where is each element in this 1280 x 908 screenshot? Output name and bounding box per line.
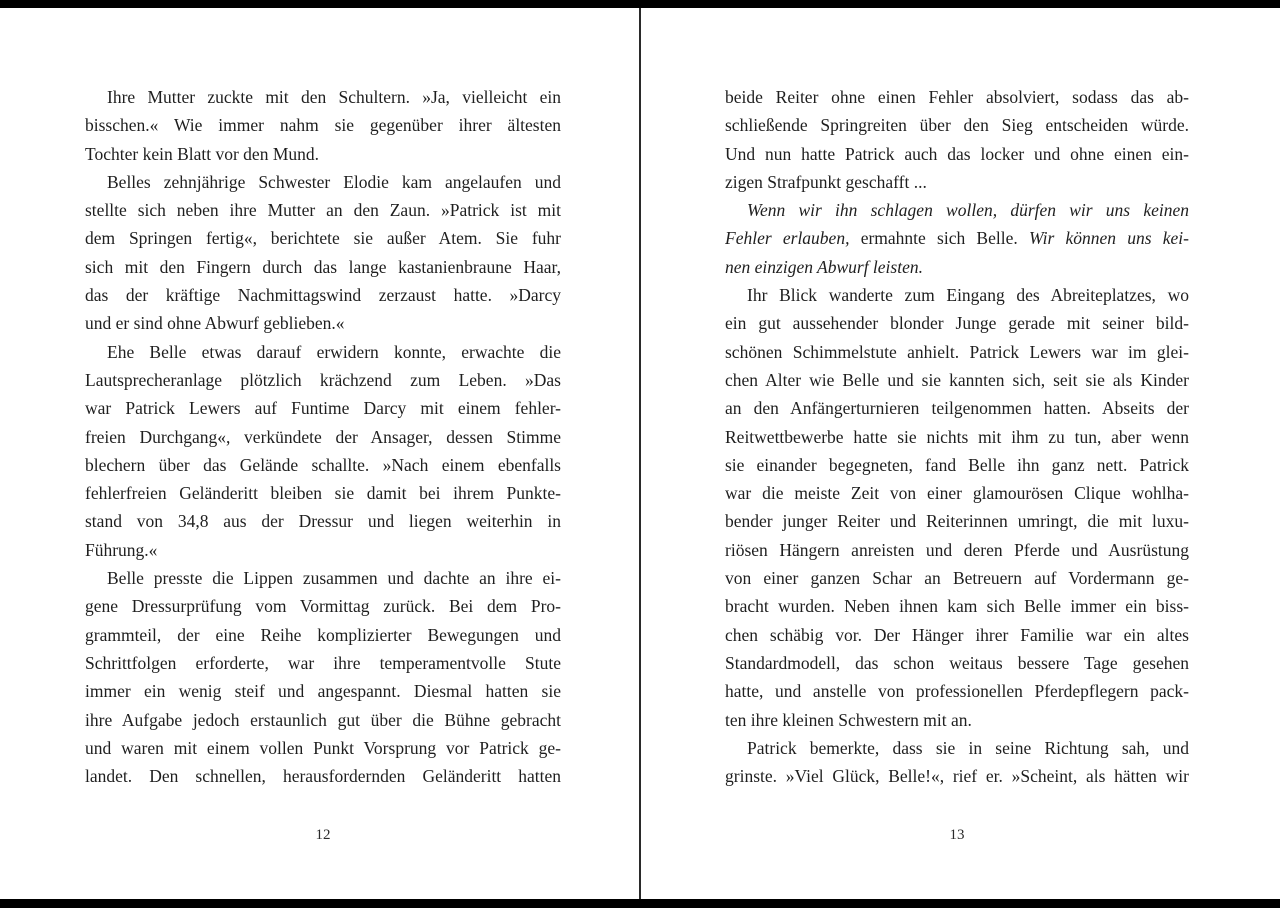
text-line: das der kräftige Nachmittagswind zerzaust hatte. »Darcy <box>85 285 561 306</box>
italic-text-segment: Fehler erlauben, <box>725 228 850 249</box>
text-line: immer ein wenig steif und angespannt. Diesmal hatten sie <box>85 681 561 702</box>
page-right-text <box>725 83 1189 790</box>
text-line: gene Dressurprüfung vom Vormittag zurück. Bei dem Pro- <box>85 596 561 617</box>
text-line: sich mit den Fingern durch das lange kastanienbraune Haar, <box>85 256 561 277</box>
text-line: riösen Hängern anreisten und deren Pferde und Ausrüstung <box>725 539 1189 560</box>
text-line: grammteil, der eine Reihe komplizierter Bewegungen und <box>85 624 561 645</box>
text-line: und er sind ohne Abwurf geblieben.« <box>85 313 345 334</box>
italic-text-segment: Wir können uns kei- <box>1028 228 1189 249</box>
text-line: Ehe Belle etwas darauf erwidern konnte, erwachte die <box>107 341 561 362</box>
text-line: blechern über das Gelände schallte. »Nach einem ebenfalls <box>85 454 561 475</box>
text-line: Tochter kein Blatt vor den Mund. <box>85 143 320 164</box>
text-line: Schrittfolgen erforderte, war ihre temperamentvolle Stute <box>85 652 561 673</box>
text-line: bracht wurden. Neben ihnen kam sich Belle immer ein biss- <box>725 596 1189 617</box>
text-line: Belle presste die Lippen zusammen und dachte an ihre ei- <box>107 568 561 589</box>
text-segment: ermahnte sich Belle. <box>849 228 1029 249</box>
scan-edge-bottom <box>0 899 1280 908</box>
text-line: war Patrick Lewers auf Funtime Darcy mit einem fehler- <box>85 398 561 419</box>
text-line: war die meiste Zeit von einer glamourösen Clique wohlha- <box>725 483 1189 504</box>
text-line: chen schäbig vor. Der Hänger ihrer Familie war ein altes <box>725 624 1189 645</box>
text-line: beide Reiter ohne einen Fehler absolviert, sodass das ab- <box>725 87 1189 107</box>
text-line <box>725 196 1189 224</box>
text-line: Und nun hatte Patrick auch das locker und ohne einen ein- <box>725 143 1189 164</box>
text-line: zigen Strafpunkt geschafft ... <box>725 171 927 192</box>
text-line: ten ihre kleinen Schwestern mit an. <box>725 709 972 730</box>
text-line: Lautsprecheranlage plötzlich krächzend zum Leben. »Das <box>85 369 561 390</box>
text-line: grinste. »Viel Glück, Belle!«, rief er. »Scheint, als hätten wir <box>725 766 1189 787</box>
text-line: Ihr Blick wanderte zum Eingang des Abreiteplatzes, wo <box>747 285 1189 306</box>
text-line: Standardmodell, das schon weitaus bessere Tage gesehen <box>725 652 1189 673</box>
text-line: stellte sich neben ihre Mutter an den Zaun. »Patrick ist mit <box>85 200 561 221</box>
text-line: fehlerfreien Geländeritt bleiben sie damit bei ihrem Punkte- <box>85 483 561 504</box>
text-line: stand von 34,8 aus der Dressur und liegen weiterhin in <box>85 511 561 532</box>
text-line: schließende Springreiten über den Sieg entscheiden würde. <box>725 115 1189 136</box>
text-line: an den Anfängerturnieren teilgenommen hatten. Abseits der <box>725 398 1189 419</box>
text-line: und waren mit einem vollen Punkt Vorsprung vor Patrick ge- <box>85 737 561 758</box>
text-line: dem Springen fertig«, berichtete sie außer Atem. Sie fuhr <box>85 228 561 249</box>
text-line: Belles zehnjährige Schwester Elodie kam angelaufen und <box>107 171 561 192</box>
page-left <box>0 0 639 908</box>
text-line: bender junger Reiter und Reiterinnen umringt, die mit luxu- <box>725 511 1189 532</box>
text-line: ihre Aufgabe jedoch erstaunlich gut über die Bühne gebracht <box>85 709 561 730</box>
text-line: von einer ganzen Schar an Betreuern auf Vordermann ge- <box>725 568 1189 589</box>
text-line: hatte, und anstelle von professionellen Pferdepflegern pack- <box>725 681 1189 702</box>
page-left-text <box>85 83 561 790</box>
text-line: landet. Den schnellen, herausfordernden Geländeritt hatten <box>85 766 561 787</box>
text-line <box>725 224 1189 252</box>
text-line: ein gut aussehender blonder Junge gerade mit seiner bild- <box>725 313 1189 334</box>
text-line: Ihre Mutter zuckte mit den Schultern. »Ja, vielleicht ein <box>107 87 561 107</box>
italic-text-segment: nen einzigen Abwurf leisten. <box>725 256 923 277</box>
text-line: Patrick bemerkte, dass sie in seine Richtung sah, und <box>747 737 1189 758</box>
italic-text-segment: Wenn wir ihn schlagen wollen, dürfen wir uns keinen <box>747 200 1189 221</box>
text-line: bisschen.« Wie immer nahm sie gegenüber ihrer ältesten <box>85 115 561 136</box>
text-line <box>725 253 1189 281</box>
page-number-right: 13 <box>949 827 965 843</box>
text-line: Reitwettbewerbe hatte sie nichts mit ihm zu tun, aber wenn <box>725 426 1189 447</box>
text-line: Führung.« <box>85 539 158 560</box>
text-line: chen Alter wie Belle und sie kannten sich, seit sie als Kinder <box>725 369 1189 390</box>
page-number-left: 12 <box>315 827 331 843</box>
page-right <box>641 0 1280 908</box>
text-line: schönen Schimmelstute anhielt. Patrick Lewers war im glei- <box>725 341 1189 362</box>
text-line: sie einander begegneten, fand Belle ihn ganz nett. Patrick <box>725 454 1189 475</box>
text-line: freien Durchgang«, verkündete der Ansager, dessen Stimme <box>85 426 561 447</box>
